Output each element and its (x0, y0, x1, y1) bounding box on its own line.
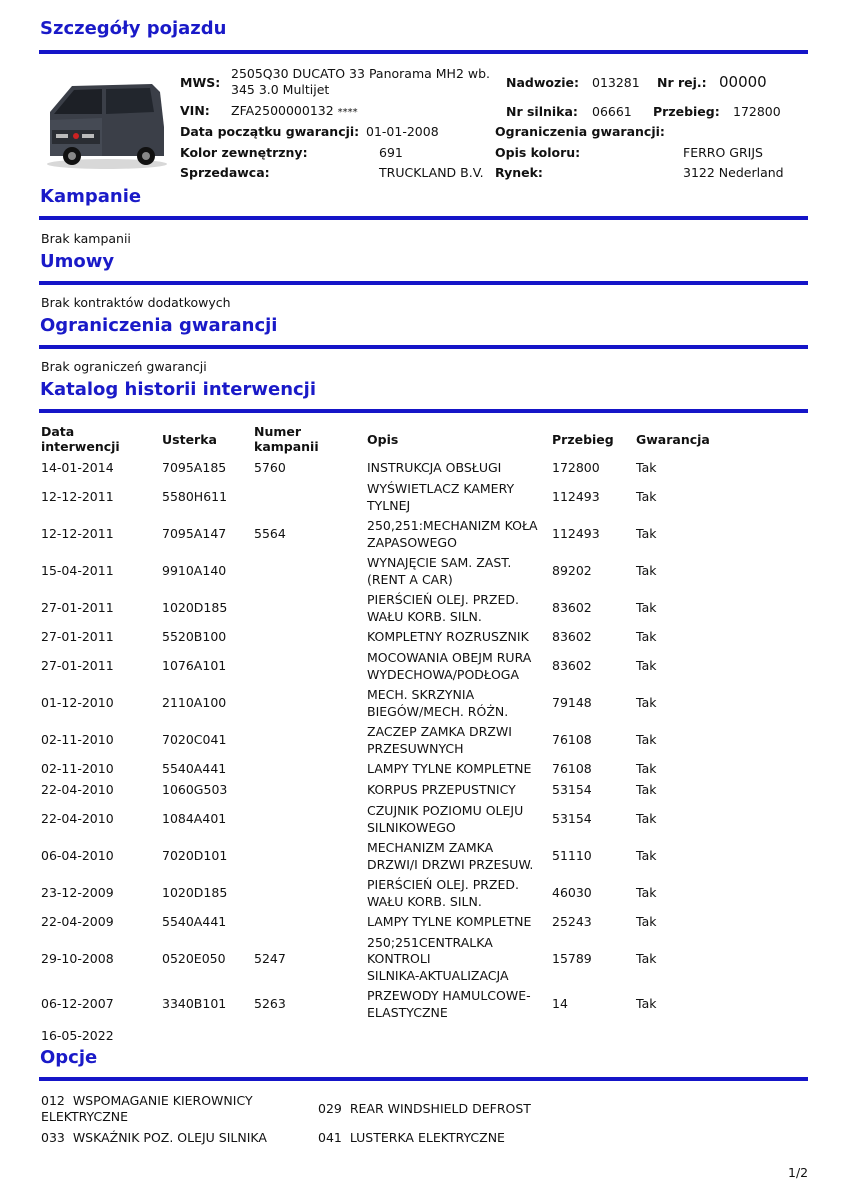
description-line: KOMPLETNY ROZRUSZNIK (367, 629, 529, 645)
option-item (41, 1130, 267, 1146)
options-title: Opcje (40, 1047, 98, 1068)
seller-value: TRUCKLAND B.V. (379, 165, 484, 180)
cell-fault: 1084A401 (162, 811, 227, 827)
ext-color-label: Kolor zewnętrzny: (180, 145, 308, 160)
table-row (38, 759, 719, 780)
cell-description (364, 458, 549, 479)
cell-campaign (251, 685, 364, 722)
option-code: 041 (318, 1130, 342, 1145)
description-line: WAŁU KORB. SILN. (367, 893, 482, 909)
cell-mileage: 172800 (552, 460, 600, 476)
cell-description (364, 801, 549, 838)
col-date-header-line2: interwencji (41, 439, 120, 454)
description-line: KORPUS PRZEPUSTNICY (367, 782, 516, 798)
cell-description (364, 838, 549, 875)
cell-campaign (251, 780, 364, 801)
cell-fault: 9910A140 (162, 563, 227, 579)
cell-date: 22-04-2010 (41, 782, 114, 798)
col-campaign-header (251, 420, 364, 458)
market-value: 3122 Nederland (683, 165, 784, 180)
description-line: KONTROLI (367, 951, 431, 967)
cell-fault: 5580H611 (162, 489, 228, 505)
description-line: MOCOWANIA OBEJM RURA (367, 650, 532, 665)
color-desc-value: FERRO GRIJS (683, 145, 763, 160)
option-label: WSKAŹNIK POZ. OLEJU SILNIKA (72, 1130, 267, 1145)
option-item (318, 1130, 505, 1146)
history-table (38, 420, 719, 1023)
section-divider (39, 1077, 808, 1081)
cell-warranty: Tak (636, 885, 657, 901)
description-line: TYLNEJ (367, 497, 411, 513)
table-row (38, 685, 719, 722)
cell-warranty: Tak (636, 848, 657, 864)
cell-warranty: Tak (636, 600, 657, 616)
page-title: Szczegóły pojazdu (40, 18, 227, 39)
cell-warranty: Tak (636, 658, 657, 674)
option-code: 029 (318, 1101, 342, 1116)
table-row (38, 627, 719, 648)
table-row (38, 875, 719, 912)
description-line: PIERŚCIEŃ OLEJ. PRZED. (367, 877, 519, 892)
table-row (38, 553, 719, 590)
cell-warranty: Tak (636, 761, 657, 777)
vin-number: ZFA2500000132 (231, 103, 334, 118)
mws-value-line2: 345 3.0 Multijet (231, 82, 330, 97)
description-line: ZACZEP ZAMKA DRZWI (367, 724, 512, 739)
option-label: REAR WINDSHIELD DEFROST (349, 1101, 531, 1116)
option-code: 012 (41, 1093, 65, 1108)
description-line: CZUJNIK POZIOMU OLEJU (367, 803, 524, 818)
page-number: 1/2 (788, 1165, 809, 1180)
cell-fault: 7095A147 (162, 526, 227, 542)
cell-fault: 5540A441 (162, 761, 227, 777)
reg-value: 00000 (719, 73, 767, 91)
cell-description (364, 553, 549, 590)
warranty-start-value: 01-01-2008 (366, 124, 439, 139)
description-line: WYNAJĘCIE SAM. ZAST. (367, 555, 512, 570)
cell-campaign (251, 912, 364, 933)
description-line: WYDECHOWA/PODŁOGA (367, 666, 520, 682)
cell-date: 27-01-2011 (41, 658, 114, 674)
cell-fault: 7020C041 (162, 732, 227, 748)
cell-date: 27-01-2011 (41, 600, 114, 616)
col-fault-header: Usterka (162, 431, 217, 447)
contracts-empty-text: Brak kontraktów dodatkowych (41, 295, 231, 310)
cell-description (364, 590, 549, 627)
body-value: 013281 (592, 75, 640, 90)
cell-campaign: 5247 (254, 951, 286, 967)
cell-warranty: Tak (636, 460, 657, 476)
cell-date: 06-12-2007 (41, 996, 114, 1012)
option-label: WSPOMAGANIE KIEROWNICY (72, 1093, 253, 1108)
cell-warranty: Tak (636, 563, 657, 579)
option-item (318, 1101, 531, 1117)
mws-label: MWS: (180, 75, 221, 90)
campaigns-title: Kampanie (40, 186, 142, 207)
warranty-limits-empty-text: Brak ograniczeń gwarancji (41, 359, 207, 374)
cell-mileage: 83602 (552, 629, 592, 645)
cell-warranty: Tak (636, 914, 657, 930)
cell-mileage: 76108 (552, 761, 592, 777)
description-line: PIERŚCIEŃ OLEJ. PRZED. (367, 592, 519, 607)
description-line: (RENT A CAR) (367, 571, 453, 587)
description-line: ZAPASOWEGO (367, 534, 457, 550)
cell-description (364, 780, 549, 801)
cell-campaign (251, 648, 364, 685)
cell-campaign (251, 479, 364, 516)
vehicle-photo (42, 72, 172, 172)
cell-description (364, 875, 549, 912)
cell-fault: 0520E050 (162, 951, 226, 967)
cell-date: 22-04-2009 (41, 914, 114, 930)
description-line: MECHANIZM ZAMKA (367, 840, 494, 855)
cell-mileage: 112493 (552, 526, 600, 542)
table-row (38, 912, 719, 933)
cell-description (364, 986, 549, 1023)
cell-campaign: 5760 (254, 460, 286, 476)
cell-description (364, 648, 549, 685)
cell-mileage: 79148 (552, 695, 592, 711)
cell-campaign (251, 759, 364, 780)
section-divider (39, 281, 808, 285)
mileage-label: Przebieg: (653, 104, 720, 119)
contracts-title: Umowy (40, 251, 115, 272)
cell-description (364, 479, 549, 516)
history-rows (38, 458, 719, 1023)
cell-warranty: Tak (636, 526, 657, 542)
cell-campaign (251, 722, 364, 759)
body-label: Nadwozie: (506, 75, 580, 90)
vin-value (231, 103, 358, 121)
section-divider (39, 50, 808, 54)
warranty-limits-title: Ograniczenia gwarancji (40, 315, 278, 336)
col-warranty-header: Gwarancja (636, 431, 710, 447)
description-line: MECH. SKRZYNIA (367, 687, 475, 702)
cell-mileage: 46030 (552, 885, 592, 901)
cell-fault: 2110A100 (162, 695, 227, 711)
cell-campaign (251, 875, 364, 912)
cell-fault: 7020D101 (162, 848, 228, 864)
history-title: Katalog historii interwencji (40, 379, 317, 400)
cell-mileage: 83602 (552, 600, 592, 616)
description-line: WAŁU KORB. SILN. (367, 608, 482, 624)
table-row (38, 933, 719, 986)
warranty-start-label: Data początku gwarancji: (180, 124, 360, 139)
table-row (38, 479, 719, 516)
cell-warranty: Tak (636, 489, 657, 505)
cell-description (364, 912, 549, 933)
cell-mileage: 89202 (552, 563, 592, 579)
cell-fault: 5540A441 (162, 914, 227, 930)
table-row (38, 801, 719, 838)
campaigns-empty-text: Brak kampanii (41, 231, 131, 246)
engine-value: 06661 (592, 104, 632, 119)
cell-date: 15-04-2011 (41, 563, 114, 579)
seller-label: Sprzedawca: (180, 165, 270, 180)
color-desc-label: Opis koloru: (495, 145, 581, 160)
description-line: DRZWI/I DRZWI PRZESUW. (367, 856, 534, 872)
option-code: 033 (41, 1130, 65, 1145)
cell-mileage: 83602 (552, 658, 592, 674)
cell-description (364, 759, 549, 780)
cell-campaign (251, 801, 364, 838)
cell-description (364, 627, 549, 648)
report-date: 16-05-2022 (41, 1028, 114, 1043)
description-line: ELASTYCZNE (367, 1004, 448, 1020)
cell-warranty: Tak (636, 629, 657, 645)
table-row (38, 648, 719, 685)
col-date-header-line1: Data (41, 424, 75, 439)
market-label: Rynek: (495, 165, 543, 180)
cell-fault: 7095A185 (162, 460, 227, 476)
cell-date: 14-01-2014 (41, 460, 114, 476)
cell-date: 12-12-2011 (41, 489, 114, 505)
table-row (38, 780, 719, 801)
cell-campaign (251, 838, 364, 875)
description-line: BIEGÓW/MECH. RÓŻN. (367, 703, 509, 719)
cell-description (364, 933, 549, 986)
cell-campaign (251, 627, 364, 648)
cell-fault: 5520B100 (162, 629, 227, 645)
table-row (38, 986, 719, 1023)
description-line: WYŚWIETLACZ KAMERY (367, 481, 515, 496)
cell-warranty: Tak (636, 695, 657, 711)
option-item-continuation: ELEKTRYCZNE (41, 1109, 128, 1124)
section-divider (39, 409, 808, 413)
cell-date: 23-12-2009 (41, 885, 114, 901)
table-row (38, 458, 719, 479)
history-header-row (38, 420, 719, 458)
col-desc-header: Opis (367, 431, 399, 447)
cell-warranty: Tak (636, 732, 657, 748)
vin-mask: **** (337, 107, 358, 118)
cell-date: 29-10-2008 (41, 951, 114, 967)
cell-warranty: Tak (636, 951, 657, 967)
cell-fault: 1020D185 (162, 600, 228, 616)
cell-warranty: Tak (636, 996, 657, 1012)
cell-warranty: Tak (636, 811, 657, 827)
cell-mileage: 53154 (552, 811, 592, 827)
section-divider (39, 216, 808, 220)
col-campaign-header-line2: kampanii (254, 439, 319, 454)
cell-warranty: Tak (636, 782, 657, 798)
table-row (38, 722, 719, 759)
cell-campaign (251, 590, 364, 627)
col-date-header (38, 420, 159, 458)
description-line: SILNIKA-AKTUALIZACJA (367, 967, 509, 983)
cell-campaign: 5263 (254, 996, 286, 1012)
cell-mileage: 53154 (552, 782, 592, 798)
cell-mileage: 51110 (552, 848, 592, 864)
col-campaign-header-line1: Numer (254, 424, 302, 439)
cell-fault: 1076A101 (162, 658, 227, 674)
cell-campaign (251, 553, 364, 590)
description-line: SILNIKOWEGO (367, 819, 456, 835)
option-item (41, 1093, 253, 1109)
reg-label: Nr rej.: (657, 75, 707, 90)
cell-mileage: 15789 (552, 951, 592, 967)
cell-date: 27-01-2011 (41, 629, 114, 645)
ext-color-value: 691 (379, 145, 403, 160)
cell-date: 22-04-2010 (41, 811, 114, 827)
vin-label: VIN: (180, 103, 210, 118)
cell-date: 02-11-2010 (41, 761, 114, 777)
cell-description (364, 685, 549, 722)
description-line: INSTRUKCJA OBSŁUGI (367, 460, 502, 476)
cell-description (364, 722, 549, 759)
cell-mileage: 112493 (552, 489, 600, 505)
cell-fault: 1020D185 (162, 885, 228, 901)
table-row (38, 838, 719, 875)
cell-fault: 3340B101 (162, 996, 227, 1012)
description-line: 250;251CENTRALKA (367, 934, 493, 950)
cell-date: 01-12-2010 (41, 695, 114, 711)
cell-mileage: 14 (552, 996, 568, 1012)
cell-date: 12-12-2011 (41, 526, 114, 542)
description-line: LAMPY TYLNE KOMPLETNE (367, 914, 532, 930)
col-mileage-header: Przebieg (552, 431, 614, 447)
section-divider (39, 345, 808, 349)
description-line: PRZEWODY HAMULCOWE- (367, 988, 531, 1003)
description-line: PRZESUWNYCH (367, 740, 464, 756)
mileage-value: 172800 (733, 104, 781, 119)
engine-label: Nr silnika: (506, 104, 578, 119)
cell-date: 06-04-2010 (41, 848, 114, 864)
cell-campaign: 5564 (254, 526, 286, 542)
mws-value-line1: 2505Q30 DUCATO 33 Panorama MH2 wb. (231, 66, 490, 81)
table-row (38, 590, 719, 627)
description-line: LAMPY TYLNE KOMPLETNE (367, 761, 532, 777)
cell-mileage: 25243 (552, 914, 592, 930)
cell-fault: 1060G503 (162, 782, 228, 798)
cell-date: 02-11-2010 (41, 732, 114, 748)
table-row (38, 516, 719, 553)
cell-description (364, 516, 549, 553)
description-line: 250,251:MECHANIZM KOŁA (367, 518, 538, 533)
warranty-limits-label: Ograniczenia gwarancji: (495, 124, 665, 139)
option-label: LUSTERKA ELEKTRYCZNE (349, 1130, 505, 1145)
cell-mileage: 76108 (552, 732, 592, 748)
